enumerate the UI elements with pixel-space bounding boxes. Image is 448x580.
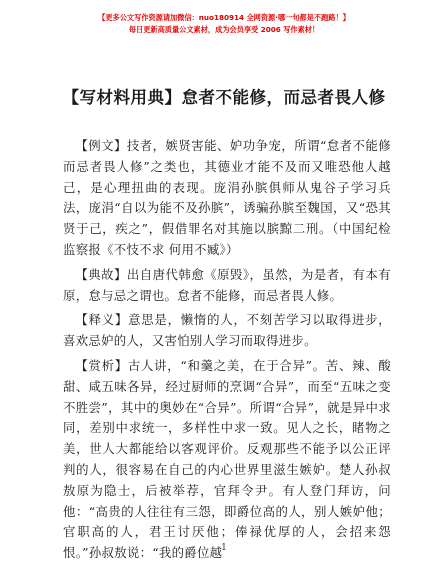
page-number: 1 bbox=[221, 543, 227, 553]
promo-banner-line-2: 每日更新高质量公文素材，成为会员享受 2006 写作素材！ bbox=[128, 25, 320, 34]
document-body bbox=[63, 136, 391, 568]
paragraph-text: 古人讲，“和羹之美，在于合异”。苦、辣、酸甜、咸五味各异，经过厨师的烹调“合异”，而至“五味之变不胜尝”，其中的奥妙在“合异”。所谓“合异”，就是异中求同，差别中求统一，多样性中求一致。见人之长，睹物之美，世人大都能给以客观评价。反观那些不能予以公正评判的人，很容易在自己的内心世界里滋生嫉妒。楚人孙叔敖原为隐士，后被举荐，官拜令尹。有人登门拜访，问他：“高贵的人往往有三怨，即爵位高的人，别人嫉妒他；官职高的人，君王讨厌他；俸禄优厚的人，会招来怨恨。”孙叔敖说：“我的爵位越 bbox=[63, 357, 392, 561]
paragraph-appreciation bbox=[63, 356, 391, 564]
paragraph-tag: 【赏析】 bbox=[75, 357, 128, 373]
paragraph-allusion bbox=[63, 265, 391, 307]
paragraph-meaning bbox=[63, 310, 391, 352]
promo-banner-line-1: 【更多公文写作资源请加微信：nuo180914 全网资源·哪一句都是不跑路！】 bbox=[98, 13, 350, 22]
paragraph-example bbox=[63, 136, 391, 261]
paragraph-tag: 【典故】 bbox=[75, 266, 127, 282]
paragraph-text: 意思是，懒惰的人，不刻苦学习以取得进步，喜欢忌妒的人，又害怕别人学习而取得进步。 bbox=[63, 312, 392, 349]
paragraph-tag: 【例文】 bbox=[75, 138, 127, 153]
document-title: 【写材料用典】怠者不能修，而忌者畏人修 bbox=[62, 88, 386, 107]
paragraph-tag: 【释义】 bbox=[75, 312, 129, 328]
paragraph-text: 技者，嫉贤害能、妒功争宠，所谓“怠者不能修而忌者畏人修”之类也，其德业才能不及而又唯恐他人越己，是心理扭曲的表现。庞涓孙膑俱师从鬼谷子学习兵法，庞涓“自以为能不及孙膑”，诱骗孙膑至魏国，又“恐其贤于己，疾之”，假借罪名对其施以膑黥二刑。（中国纪检监察报《不忮不求 何用不臧》） bbox=[63, 138, 391, 257]
promo-banner bbox=[0, 12, 448, 36]
paragraph-text: 出自唐代韩愈《原毁》，虽然，为是者，有本有原，怠与忌之谓也。怠者不能修，而忌者畏人修。 bbox=[63, 266, 392, 303]
